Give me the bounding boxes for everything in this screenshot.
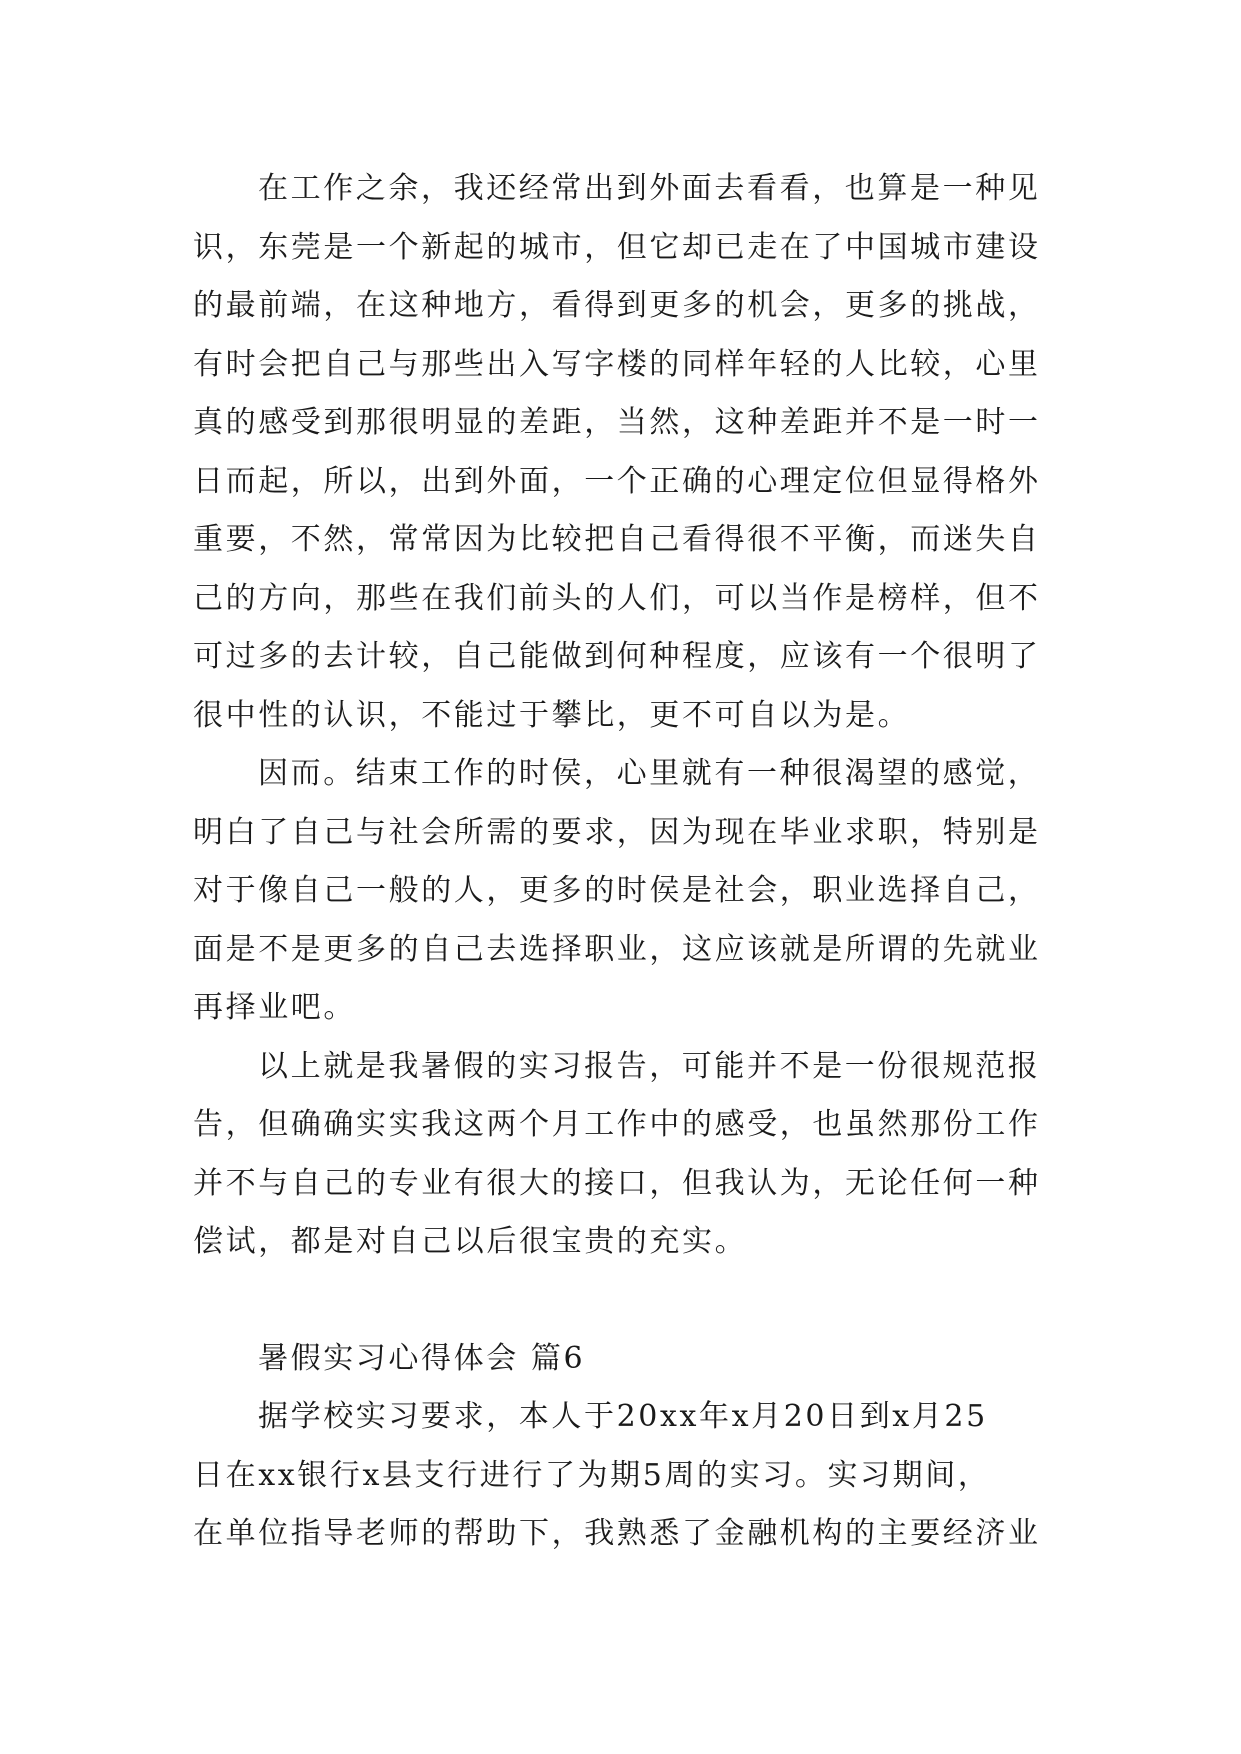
paragraph-line: 偿试，都是对自己以后很宝贵的充实。: [193, 1224, 748, 1259]
section-title: 暑假实习心得体会 篇6: [258, 1340, 586, 1376]
paragraph-line: 在单位指导老师的帮助下，我熟悉了金融机构的主要经济业: [193, 1516, 1041, 1551]
paragraph-line: 真的感受到那很明显的差距，当然，这种差距并不是一时一: [193, 405, 1041, 440]
paragraph-line: 有时会把自己与那些出入写字楼的同样年轻的人比较，心里: [193, 346, 1041, 382]
paragraph-4: [193, 1388, 1053, 1564]
paragraph-line: 可过多的去计较，自己能做到何种程度，应该有一个很明了: [193, 639, 1041, 674]
paragraph-line: 面是不是更多的自己去选择职业，这应该就是所谓的先就业: [193, 931, 1041, 967]
paragraph-line: 因而。结束工作的时侯，心里就有一种很渴望的感觉，: [258, 756, 1041, 791]
paragraph-line: 在工作之余，我还经常出到外面去看看，也算是一种见: [258, 171, 1041, 206]
paragraph-line: 识，东莞是一个新起的城市，但它却已走在了中国城市建设: [193, 229, 1041, 265]
document-body: [193, 160, 1053, 1564]
paragraph-1: [193, 160, 1053, 745]
paragraph-line: 以上就是我暑假的实习报告，可能并不是一份很规范报: [258, 1048, 1041, 1084]
paragraph-line: 对于像自己一般的人，更多的时侯是社会，职业选择自己，: [193, 873, 1041, 908]
paragraph-line: 日而起，所以，出到外面，一个正确的心理定位但显得格外: [193, 463, 1041, 499]
paragraph-line: 再择业吧。: [193, 990, 356, 1025]
paragraph-line: 并不与自己的专业有很大的接口，但我认为，无论任何一种: [193, 1165, 1041, 1201]
paragraph-2: [193, 745, 1053, 1038]
paragraph-line: 重要，不然，常常因为比较把自己看得很不平衡，而迷失自: [193, 522, 1041, 557]
paragraph-line: 据学校实习要求，本人于20xx年x月20日到x月25: [258, 1399, 988, 1434]
paragraph-3: [193, 1038, 1053, 1272]
paragraph-line: 日在xx银行x县支行进行了为期5周的实习。实习期间，: [193, 1457, 991, 1493]
section-spacer: [193, 1272, 1053, 1330]
paragraph-line: 告，但确确实实我这两个月工作中的感受，也虽然那份工作: [193, 1107, 1041, 1142]
paragraph-line: 己的方向，那些在我们前头的人们，可以当作是榜样，但不: [193, 580, 1041, 616]
paragraph-line: 的最前端，在这种地方，看得到更多的机会，更多的挑战，: [193, 288, 1041, 323]
paragraph-line: 明白了自己与社会所需的要求，因为现在毕业求职，特别是: [193, 814, 1041, 850]
paragraph-line: 很中性的认识，不能过于攀比，更不可自以为是。: [193, 697, 911, 733]
